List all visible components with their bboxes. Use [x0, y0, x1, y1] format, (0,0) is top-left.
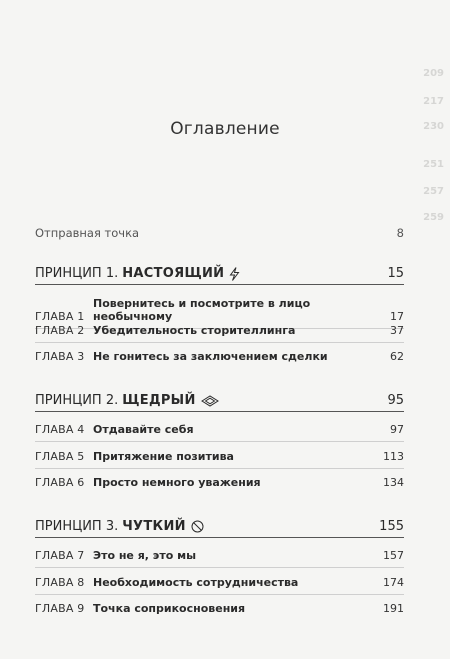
chapter-row[interactable]	[35, 602, 404, 620]
principle-page: 95	[387, 393, 404, 408]
bleed-number: 259	[423, 212, 444, 223]
chapter-number: ГЛАВА 6	[35, 476, 85, 489]
bleed-number: 251	[423, 159, 444, 170]
chapter-page: 113	[383, 450, 404, 463]
lightning-icon	[229, 267, 240, 281]
chapter-row[interactable]	[35, 450, 404, 469]
toc-entry-start[interactable]	[35, 226, 404, 240]
chapter-number: ГЛАВА 8	[35, 576, 85, 589]
chapter-row[interactable]	[35, 476, 404, 494]
chapter-number: ГЛАВА 7	[35, 549, 85, 562]
diamond-icon	[201, 395, 219, 407]
principle-word: ЩЕДРЫЙ	[122, 393, 196, 408]
principle-prefix: ПРИНЦИП 1.	[35, 266, 119, 281]
chapter-title: Отдавайте себя	[93, 423, 194, 436]
chapter-page: 37	[390, 324, 404, 337]
bleed-number: 230	[423, 121, 444, 132]
chapter-page: 97	[390, 423, 404, 436]
chapter-number: ГЛАВА 5	[35, 450, 85, 463]
chapter-number: ГЛАВА 3	[35, 350, 85, 363]
chapter-page: 174	[383, 576, 404, 589]
chapter-row[interactable]	[35, 423, 404, 442]
chapter-row[interactable]	[35, 549, 404, 568]
chapter-number: ГЛАВА 1	[35, 310, 85, 323]
chapter-number: ГЛАВА 9	[35, 602, 85, 615]
chapter-row[interactable]	[35, 324, 404, 343]
chapter-title: Убедительность сторителлинга	[93, 324, 296, 337]
principle-page: 15	[387, 266, 404, 281]
principle-prefix: ПРИНЦИП 2.	[35, 393, 119, 408]
principle-page: 155	[379, 519, 404, 534]
entry-page: 8	[396, 226, 404, 240]
entry-label: Отправная точка	[35, 226, 140, 240]
chapter-title: Просто немного уважения	[93, 476, 261, 489]
principle-word: ЧУТКИЙ	[122, 519, 186, 534]
chapter-title: Притяжение позитива	[93, 450, 234, 463]
bleed-number: 257	[423, 186, 444, 197]
principle-heading-1[interactable]	[35, 266, 404, 285]
chapter-title: Точка соприкосновения	[93, 602, 246, 615]
chapter-title: Не гонитесь за заключением сделки	[93, 350, 328, 363]
chapter-number: ГЛАВА 2	[35, 324, 85, 337]
chapter-title: Повернитесь и посмотрите в лицо необычному	[93, 297, 311, 323]
chapter-row[interactable]	[35, 350, 404, 368]
principle-heading-3[interactable]	[35, 519, 404, 538]
circle-slash-icon	[191, 520, 204, 533]
principle-prefix: ПРИНЦИП 3.	[35, 519, 119, 534]
chapter-title: Необходимость сотрудничества	[93, 576, 299, 589]
chapter-row[interactable]	[35, 576, 404, 595]
chapter-page: 62	[390, 350, 404, 363]
chapter-page: 157	[383, 549, 404, 562]
chapter-page: 191	[383, 602, 404, 615]
page-title: Оглавление	[170, 119, 280, 139]
bleed-number: 209	[423, 68, 444, 79]
bleed-number: 217	[423, 96, 444, 107]
chapter-page: 134	[383, 476, 404, 489]
principle-word: НАСТОЯЩИЙ	[122, 266, 225, 281]
chapter-title: Это не я, это мы	[93, 549, 197, 562]
chapter-number: ГЛАВА 4	[35, 423, 85, 436]
principle-heading-2[interactable]	[35, 393, 404, 412]
chapter-page: 17	[390, 310, 404, 323]
